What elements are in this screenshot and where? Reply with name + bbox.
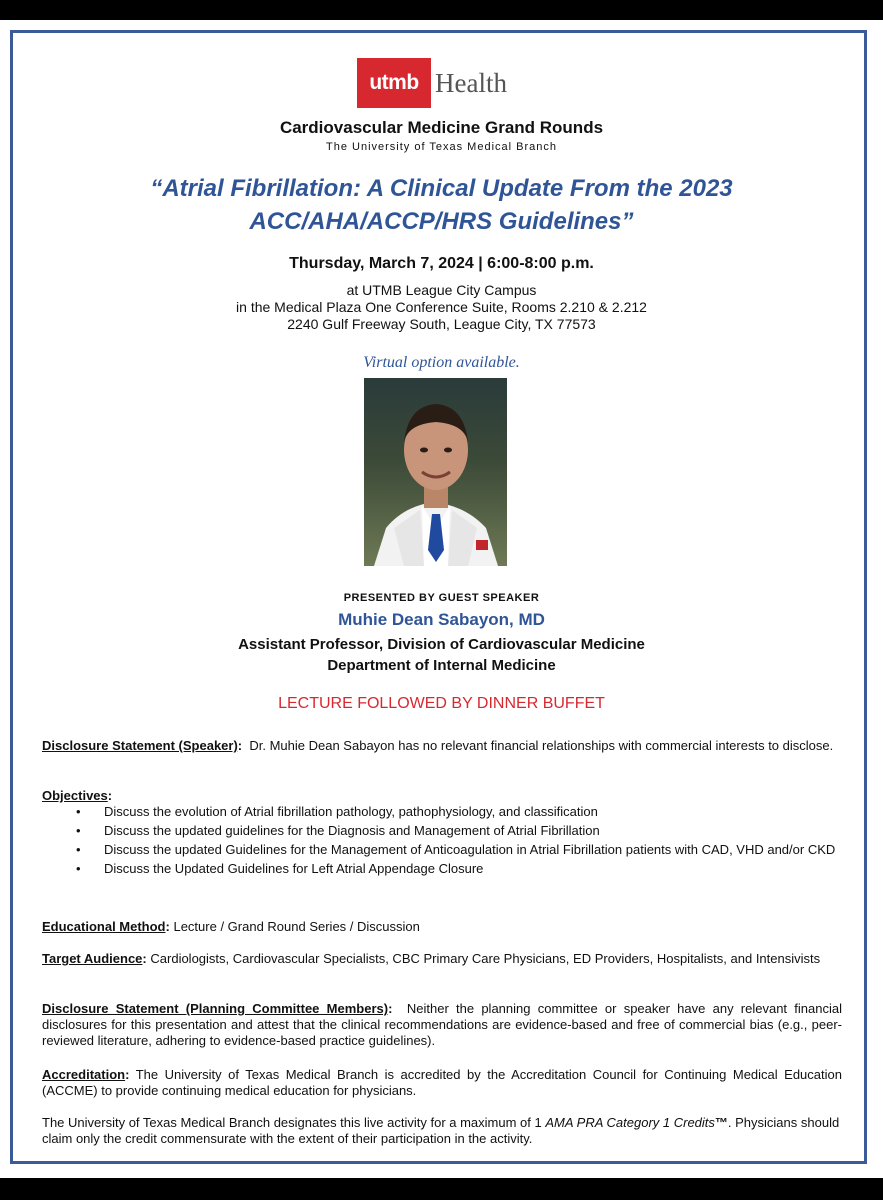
- educational-method: Educational Method: Lecture / Grand Round Series / Discussion: [42, 919, 420, 934]
- method-text: Lecture / Grand Round Series / Discussion: [173, 919, 420, 934]
- credit-designation-name: AMA PRA Category 1 Credits: [545, 1115, 715, 1130]
- event-datetime: Thursday, March 7, 2024 | 6:00-8:00 p.m.: [289, 255, 594, 272]
- target-audience: Target Audience: Cardiologists, Cardiovascular Specialists, CBC Primary Care Physicians, ED Providers, Hospitalists, and Intensivists: [42, 951, 821, 966]
- dinner-notice: LECTURE FOLLOWED BY DINNER BUFFET: [278, 695, 605, 712]
- institution-name: The University of Texas Medical Branch: [326, 141, 557, 153]
- accreditation-text: The University of Texas Medical Branch is accredited by the Accreditation Council for Continuing Medical Education (ACCME) to provide continuing medical education for physicians.: [42, 1067, 842, 1098]
- location-line-3: 2240 Gulf Freeway South, League City, TX 77573: [287, 316, 596, 332]
- virtual-option: Virtual option available.: [363, 354, 520, 371]
- utmb-health-logo: [357, 58, 517, 108]
- speaker-name: Muhie Dean Sabayon, MD: [338, 610, 545, 629]
- speaker-title-line-2: Department of Internal Medicine: [327, 657, 556, 674]
- event-title: [0, 172, 883, 238]
- flyer-page: [0, 20, 883, 1178]
- objectives-list: [42, 804, 842, 877]
- objective-item: • Discuss the Updated Guidelines for Left Atrial Appendage Closure: [42, 861, 842, 877]
- method-label: Educational Method: [42, 919, 166, 934]
- speaker-portrait-illustration: [364, 378, 507, 566]
- location-line-1: at UTMB League City Campus: [346, 282, 537, 298]
- speaker-title-line-1: Assistant Professor, Division of Cardiovascular Medicine: [238, 636, 645, 653]
- accreditation: Accreditation: The University of Texas Medical Branch is accredited by the Accreditation Council for Continuing Medical Education (ACCME) to provide continuing medical education for physicians.: [42, 1067, 842, 1098]
- objectives-section: Objectives: • Discuss the evolution of Atrial fibrillation pathology, pathophysiology, and classification • Discuss the updated guidelines for the Diagnosis and Management of Atrial Fibrillation • Discuss the updated Guidelines for the Management of Anticoagulation in Atrial Fibrillation patients with CAD, VHD and/or CKD • Discuss the Updated Guidelines for Left Atrial Appendage Closure: [42, 788, 842, 880]
- committee-disclosure-text: Neither the planning committee or speaker have any relevant financial disclosures for this presentation and attest that the clinical recommendations are evidence-based and free of commercial bias (e.g., peer-reviewed literature, adhering to evidence-based practice guidelines).: [42, 1001, 842, 1048]
- logo-brand-box: utmb: [357, 58, 431, 108]
- committee-disclosure-label: Disclosure Statement (Planning Committee Members): [42, 1001, 389, 1016]
- presented-by-label: PRESENTED BY GUEST SPEAKER: [343, 592, 540, 604]
- speaker-disclosure-text: Dr. Muhie Dean Sabayon has no relevant financial relationships with commercial interests to disclose.: [249, 738, 834, 753]
- objective-item: • Discuss the evolution of Atrial fibrillation pathology, pathophysiology, and classification: [42, 804, 842, 820]
- event-location: [0, 282, 883, 333]
- objective-item: • Discuss the updated guidelines for the Diagnosis and Management of Atrial Fibrillation: [42, 823, 842, 839]
- event-title-line-1: “Atrial Fibrillation: A Clinical Update From the 2023: [150, 175, 733, 202]
- location-line-2: in the Medical Plaza One Conference Suite, Rooms 2.210 & 2.212: [236, 299, 647, 315]
- objectives-label: Objectives: [42, 788, 108, 803]
- committee-disclosure: Disclosure Statement (Planning Committee Members): Neither the planning committee or speaker have any relevant financial disclosures for this presentation and attest that the clinical recommendations are evidence-based and free of commercial bias (e.g., peer-reviewed literature, adhering to evidence-based practice guidelines).: [42, 1001, 842, 1048]
- credit-designation: [42, 1115, 842, 1147]
- speaker-photo: [364, 378, 507, 566]
- speaker-title: [0, 634, 883, 676]
- audience-label: Target Audience: [42, 951, 143, 966]
- event-title-line-2: ACC/AHA/ACCP/HRS Guidelines”: [249, 208, 634, 235]
- speaker-disclosure: Disclosure Statement (Speaker): Dr. Muhie Dean Sabayon has no relevant financial relationships with commercial interests to disclose.: [42, 738, 834, 753]
- audience-text: Cardiologists, Cardiovascular Specialists, CBC Primary Care Physicians, ED Providers, Hospitalists, and Intensivists: [150, 951, 821, 966]
- speaker-disclosure-label: Disclosure Statement (Speaker): [42, 738, 238, 753]
- credit-text-before: The University of Texas Medical Branch designates this live activity for a maximum of 1: [42, 1115, 546, 1130]
- accreditation-label: Accreditation: [42, 1067, 126, 1082]
- logo-word: Health: [435, 68, 507, 98]
- trademark-symbol: ™: [714, 1115, 728, 1130]
- objective-item: • Discuss the updated Guidelines for the Management of Anticoagulation in Atrial Fibrillation patients with CAD, VHD and/or CKD: [42, 842, 842, 858]
- credit-text-after: . Physicians should claim only the credit commensurate with the extent of their participation in the activity.: [42, 1115, 840, 1146]
- series-title: Cardiovascular Medicine Grand Rounds: [279, 118, 604, 137]
